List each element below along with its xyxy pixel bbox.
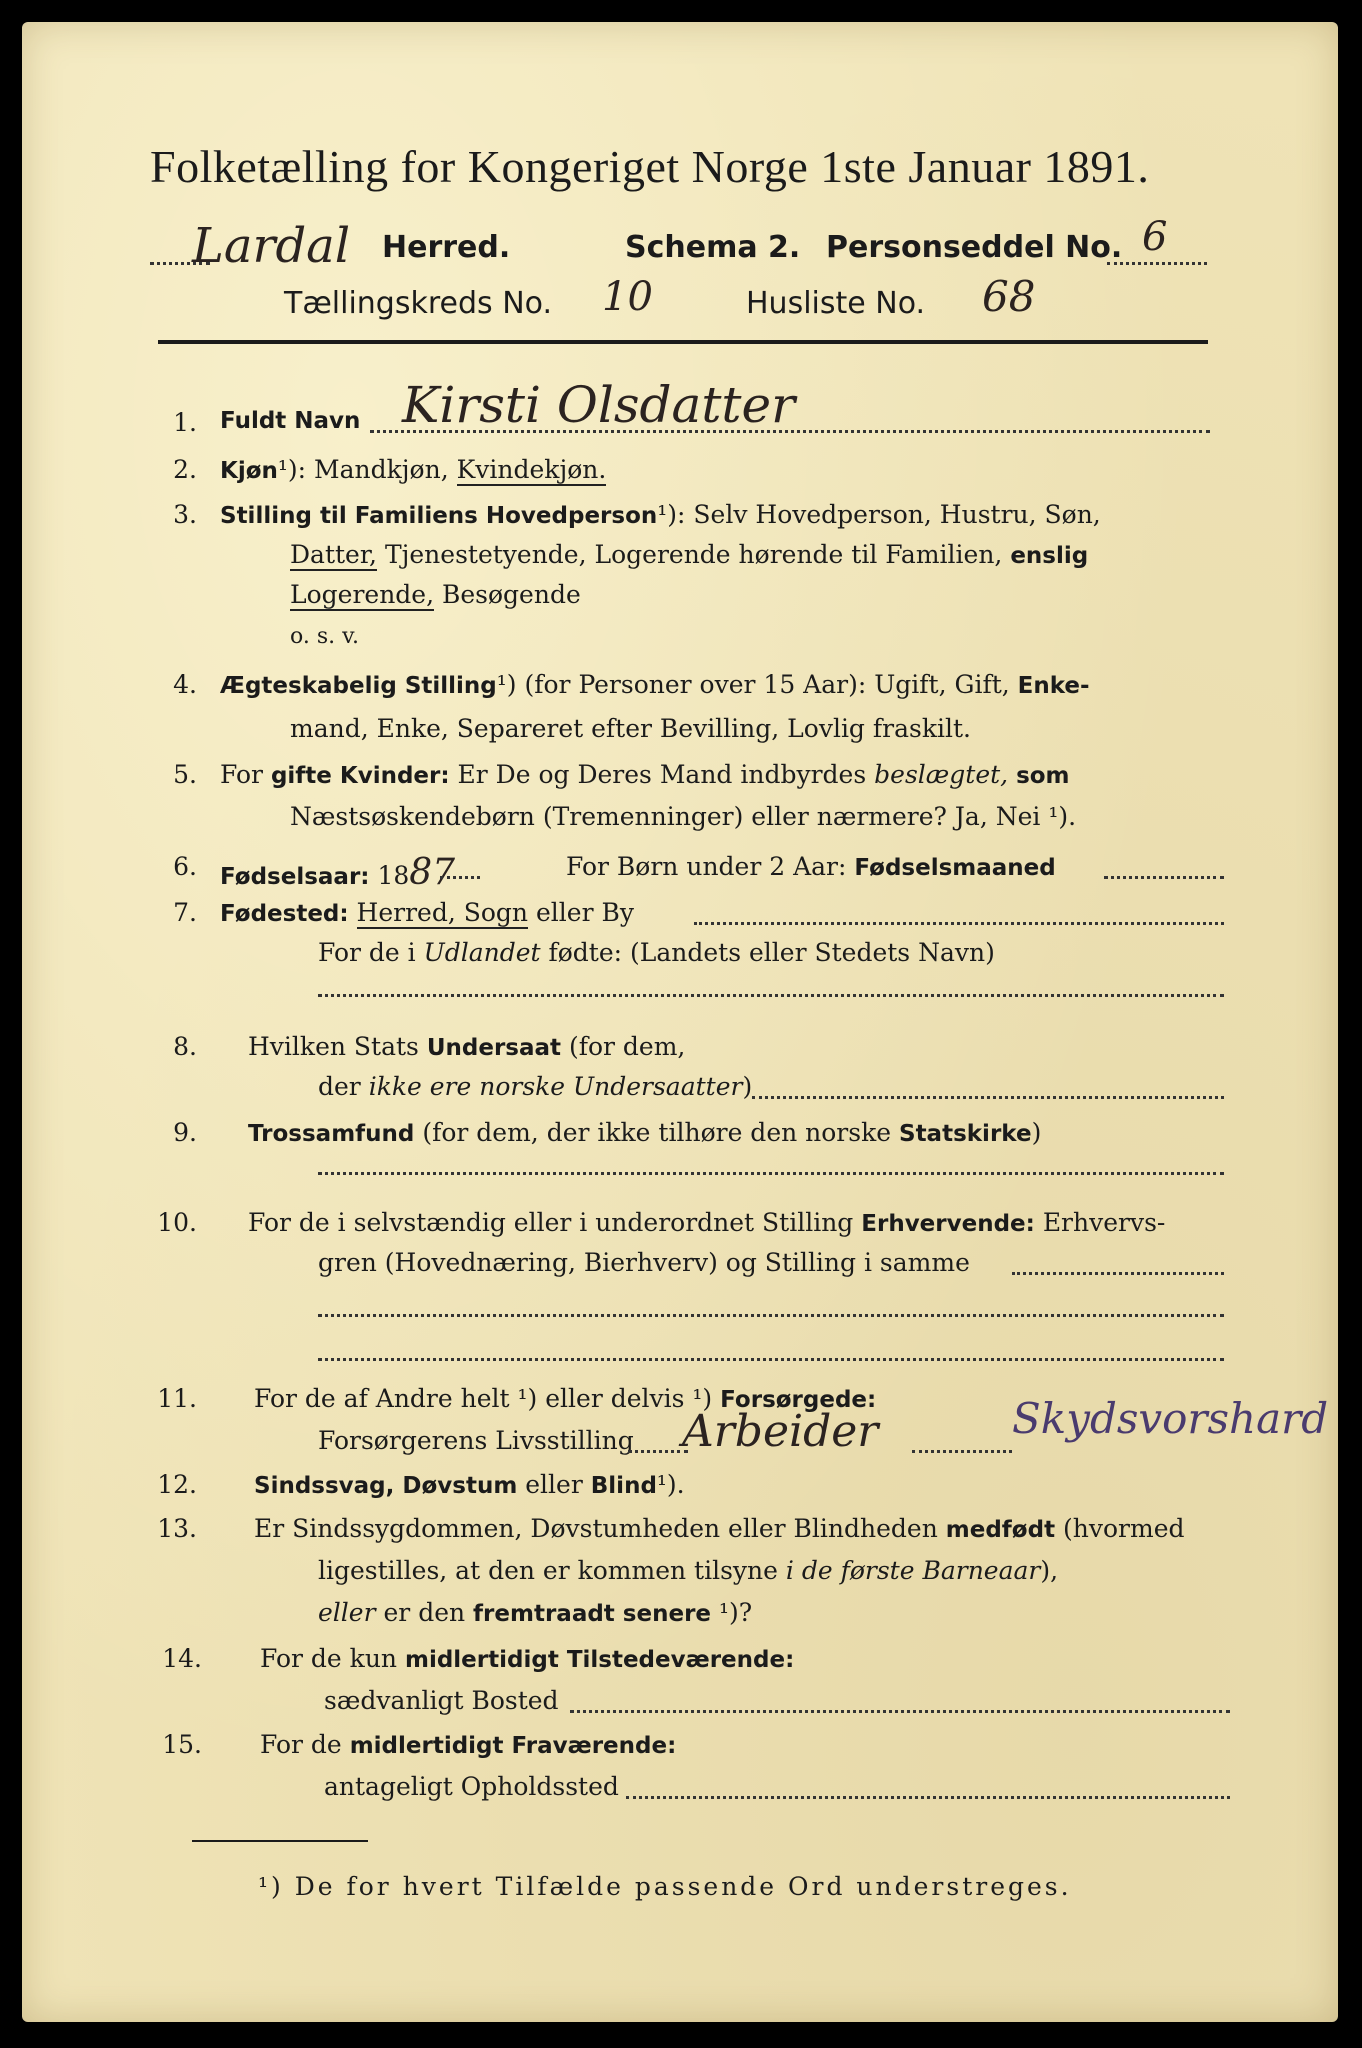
dotted-leader	[1107, 262, 1207, 265]
disability-blind: Blind	[590, 1473, 657, 1499]
marital-label: Ægteskabelig Stilling	[220, 673, 497, 699]
item-number: 13.	[157, 1514, 197, 1543]
temporary-present-line	[260, 1644, 794, 1673]
usual-residence-label: sædvanligt Bosted	[324, 1686, 559, 1715]
family-position-label: Stilling til Familiens Hovedperson	[220, 503, 658, 529]
herred-handwriting: Lardal	[192, 218, 351, 274]
footnote: ¹) De for hvert Tilfælde passende Ord understreges.	[258, 1872, 1072, 1901]
full-name-label: Fuldt Navn	[220, 408, 361, 434]
birthplace-abroad	[318, 938, 995, 967]
item-number: 15.	[162, 1730, 202, 1759]
item-number: 7.	[173, 898, 197, 927]
gender-label: Kjøn	[220, 458, 278, 484]
congenital-medfodt: medfødt	[945, 1517, 1056, 1543]
occupation-intro: For de i selvstændig eller i underordnet Stilling	[248, 1208, 854, 1237]
congenital-hvormed: (hvormed	[1063, 1514, 1185, 1543]
congenital-senere: fremtraadt senere	[473, 1601, 712, 1627]
religion-statskirke: Statskirke	[899, 1121, 1032, 1147]
married-beslaegtet: beslægtet,	[874, 760, 1009, 789]
item-number: 1.	[173, 408, 197, 437]
disability-label: Sindssvag, Døvstum	[254, 1473, 518, 1499]
citizenship-der: der	[318, 1072, 361, 1101]
congenital-close: ),	[1040, 1556, 1059, 1585]
congenital-ligestilles: ligestilles, at den er kommen tilsyne	[318, 1556, 778, 1585]
item-number: 5.	[173, 760, 197, 789]
dotted-leader	[1012, 1272, 1224, 1275]
dotted-leader	[694, 922, 1224, 925]
religion-line: Trossamfund (for dem, der ikke tilhøre den norske Statskirke)	[248, 1118, 1042, 1147]
dotted-leader	[570, 1710, 1230, 1713]
married-women-label: gifte Kvinder:	[270, 763, 450, 789]
congenital-line-3	[318, 1598, 752, 1627]
citizenship-label: Undersaat	[426, 1035, 562, 1061]
temporary-absent-intro: For de	[260, 1730, 342, 1759]
family-position-options: ¹): Selv Hovedperson, Hustru, Søn,	[657, 500, 1101, 529]
dotted-leader	[628, 1450, 688, 1453]
dotted-leader	[1104, 876, 1224, 879]
occupation-line	[248, 1208, 1165, 1237]
marital-options: ¹) (for Personer over 15 Aar): Ugift, Gift,	[496, 670, 1010, 699]
family-position-osv: o. s. v.	[290, 624, 359, 649]
personseddel-number: 6	[1142, 214, 1168, 260]
citizenship-line-2: der ikke ere norske Undersaatter)	[318, 1072, 753, 1101]
kreds-number: 10	[602, 274, 653, 320]
congenital-note: ¹)?	[718, 1598, 753, 1627]
item-number: 2.	[173, 455, 197, 484]
dotted-leader	[318, 1172, 1224, 1175]
dotted-leader	[318, 1314, 1224, 1317]
temporary-present-intro: For de kun	[260, 1644, 398, 1673]
husliste-number: 68	[982, 272, 1036, 321]
birth-month-label: Fødselsmaaned	[854, 855, 1056, 881]
family-position-line	[220, 500, 1101, 529]
married-women-line	[220, 760, 1070, 789]
husliste-label: Husliste No.	[746, 286, 926, 321]
congenital-line	[254, 1514, 1185, 1543]
disability-eller: eller	[525, 1470, 583, 1499]
item-number: 8.	[173, 1032, 197, 1061]
occupation-erhvervs: Erhvervs-	[1042, 1208, 1166, 1237]
temporary-absent-label: midlertidigt Fraværende:	[349, 1733, 677, 1759]
item-number: 14.	[162, 1644, 202, 1673]
abroad-udlandet: Udlandet	[423, 938, 541, 967]
marital-options-2: mand, Enke, Separeret efter Bevilling, Lovlig fraskilt.	[290, 714, 971, 743]
married-question-2: Næstsøskendebørn (Tremenninger) eller nærmere? Ja, Nei ¹).	[290, 802, 1077, 831]
header-rule	[158, 340, 1208, 344]
congenital-er-den: er den	[383, 1598, 466, 1627]
personseddel-label: Personseddel No.	[826, 230, 1123, 265]
religion-label: Trossamfund	[248, 1121, 415, 1147]
dotted-leader	[440, 876, 480, 879]
citizenship-for-dem: (for dem,	[568, 1032, 686, 1061]
birthplace-label: Fødested:	[220, 901, 349, 927]
item-number: 4.	[173, 670, 197, 699]
birth-month-intro: For Børn under 2 Aar:	[566, 852, 847, 881]
temporary-absent-line	[260, 1730, 676, 1759]
citizenship-intro: Hvilken Stats	[248, 1032, 419, 1061]
birth-year-prefix: 18	[377, 861, 410, 890]
item-number: 10.	[157, 1208, 197, 1237]
family-position-besogende: Besøgende	[442, 580, 581, 609]
kreds-label: Tællingskreds No.	[284, 286, 552, 321]
provider-occupation-value: Arbeider	[682, 1406, 879, 1457]
supported-label: Forsørgede:	[720, 1387, 877, 1413]
marital-enke: Enke-	[1017, 673, 1090, 699]
footnote-rule	[192, 1840, 368, 1842]
occupation-label: Erhvervende:	[861, 1211, 1035, 1237]
dotted-leader	[752, 1096, 1224, 1099]
birth-month-line	[566, 852, 1056, 881]
census-form	[22, 22, 1338, 2022]
probable-stay-label: antageligt Opholdssted	[324, 1772, 619, 1801]
family-position-line-3	[290, 580, 581, 609]
item-number: 3.	[173, 500, 197, 529]
religion-question: (for dem, der ikke tilhøre den norske	[422, 1118, 892, 1147]
family-position-logerende: Logerende,	[290, 580, 435, 609]
birth-year-handwriting: 87	[409, 852, 456, 893]
family-position-selected: Datter,	[290, 540, 377, 569]
form-title: Folketælling for Kongeriget Norge 1ste Januar 1891.	[150, 141, 1150, 192]
family-position-options-2: Tjenestetyende, Logerende hørende til Familien,	[384, 540, 1003, 569]
temporary-present-label: midlertidigt Tilstedeværende:	[404, 1647, 795, 1673]
disability-note: ¹).	[656, 1470, 685, 1499]
dotted-leader	[318, 994, 1224, 997]
provider-occupation-note: Skydsvorshard	[1012, 1394, 1329, 1443]
dotted-leader	[318, 1358, 1224, 1361]
item-number: 11.	[157, 1384, 197, 1413]
birth-year-label: Fødselsaar:	[220, 864, 370, 890]
disability-line	[254, 1470, 685, 1499]
marital-line	[220, 670, 1090, 699]
married-for: For	[220, 760, 263, 789]
citizenship-ikke-norske: ikke ere norske Undersaatter	[368, 1072, 743, 1101]
gender-line	[220, 455, 606, 484]
gender-options: ¹): Mandkjøn,	[277, 455, 449, 484]
item-number: 9.	[173, 1118, 197, 1147]
married-som: som	[1016, 763, 1070, 789]
birthplace-eller-by: eller By	[535, 898, 634, 927]
family-position-line-2	[290, 540, 1088, 569]
item-number: 12.	[157, 1470, 197, 1499]
full-name-value: Kirsti Olsdatter	[402, 376, 796, 434]
gender-selected: Kvindekjøn.	[456, 455, 607, 484]
abroad-for-de-i: For de i	[318, 938, 416, 967]
occupation-line-2: gren (Hovednæring, Bierhverv) og Stilling i samme	[318, 1248, 970, 1277]
family-position-enslig: enslig	[1010, 543, 1089, 569]
birthplace-selected: Herred, Sogn	[356, 898, 529, 927]
citizenship-line	[248, 1032, 685, 1061]
supported-intro: For de af Andre helt ¹) eller delvis ¹)	[254, 1384, 713, 1413]
birth-year-line	[220, 852, 455, 893]
congenital-question: Er Sindssygdommen, Døvstumheden eller Blindheden	[254, 1514, 938, 1543]
congenital-barneaar: i de første Barneaar	[785, 1556, 1041, 1585]
schema-label: Schema 2.	[625, 230, 801, 265]
dotted-leader	[626, 1796, 1230, 1799]
congenital-line-2	[318, 1556, 1058, 1585]
married-question: Er De og Deres Mand indbyrdes	[457, 760, 867, 789]
birthplace-line	[220, 898, 634, 927]
congenital-eller: eller	[318, 1598, 376, 1627]
abroad-rest: fødte: (Landets eller Stedets Navn)	[548, 938, 995, 967]
provider-occupation-label: Forsørgerens Livsstilling	[318, 1426, 634, 1455]
item-number: 6.	[173, 852, 197, 881]
dotted-leader	[912, 1450, 1012, 1453]
herred-label: Herred.	[382, 230, 511, 265]
